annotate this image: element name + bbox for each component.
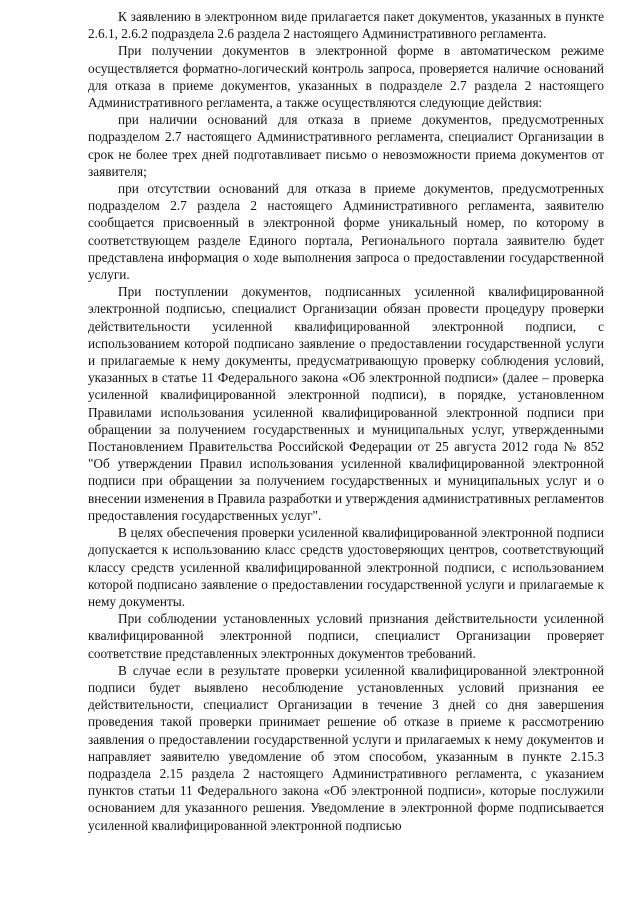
- paragraph-certification-tools: В целях обеспечения проверки усиленной квалифицированной электронной подписи допускается к использованию класс средств удостоверяющих центров, соответствующий классу средств усиленной квалифицированной электронной подписи, с использованием которой подписано заявление о предоставлении государственной услуги и прилагаемые к нему документы.: [88, 525, 604, 609]
- paragraph-refusal-grounds-absent: при отсутствии оснований для отказа в приеме документов, предусмотренных подразделом 2.7 раздела 2 настоящего Административного регламента, заявителю сообщается присвоенный в электронной форме уникальный номер, по которому в соответствующем разделе Единого портала, Регионального портала заявителю будет представлена информация о ходе выполнения запроса о предоставлении государственной услуги.: [88, 181, 604, 283]
- document-page: [88, 8, 604, 834]
- paragraph-compliance-check: При соблюдении установленных условий признания действительности усиленной квалифицированной электронной подписи, специалист Организации проверяет соответствие представленных электронных документов требований.: [88, 611, 604, 661]
- paragraph-signature-verification: При поступлении документов, подписанных усиленной квалифицированной электронной подписью, специалист Организации обязан провести процедуру проверки действительности усиленной квалифицированной электронной подписи, с использованием которой подписано заявление о предоставлении государственной услуги и прилагаемые к нему документы, предусматривающую проверку соблюдения условий, указанных в статье 11 Федерального закона «Об электронной подписи» (далее – проверка усиленной квалифицированной электронной подписи), в порядке, установленном Правилами использования усиленной квалифицированной электронной подписи при обращении за получением государственных и муниципальных услуг, утвержденными Постановлением Правительства Российской Федерации от 25 августа 2012 года № 852 "Об утверждении Правил использования усиленной квалифицированной электронной подписи при обращении за получением государственных и муниципальных услуг и о внесении изменения в Правила разработки и утверждения административных регламентов предоставления государственных услуг".: [88, 284, 604, 523]
- paragraph-refusal-grounds-present: при наличии оснований для отказа в приеме документов, предусмотренных подразделом 2.7 настоящего Административного регламента, специалист Организации в срок не более трех дней подготавливает письмо о невозможности приема документов от заявителя;: [88, 112, 604, 179]
- paragraph-automatic-control: При получении документов в электронной форме в автоматическом режиме осуществляется форматно-логический контроль запроса, проверяется наличие оснований для отказа в приеме документов, указанных в подразделе 2.7 раздела 2 настоящего Административного регламента, а также осуществляются следующие действия:: [88, 43, 604, 111]
- paragraph-invalid-signature: В случае если в результате проверки усиленной квалифицированной электронной подписи будет выявлено несоблюдение установленных условий признания ее действительности, специалист Организации в течение 3 дней со дня завершения проведения такой проверки принимает решение об отказе в приеме к рассмотрению заявления о предоставлении государственной услуги и прилагаемых к нему документов и направляет заявителю уведомление об этом способом, указанным в пункте 2.15.3 подраздела 2.15 раздела 2 настоящего Административного регламента, с указанием пунктов статьи 11 Федерального закона «Об электронной подписи», которые послужили основанием для указанного решения. Уведомление в электронной форме подписывается усиленной квалифицированной электронной подписью: [88, 662, 604, 833]
- paragraph-attachments: К заявлению в электронном виде прилагается пакет документов, указанных в пункте 2.6.1, 2.6.2 подраздела 2.6 раздела 2 настоящего Административного регламента.: [88, 9, 604, 42]
